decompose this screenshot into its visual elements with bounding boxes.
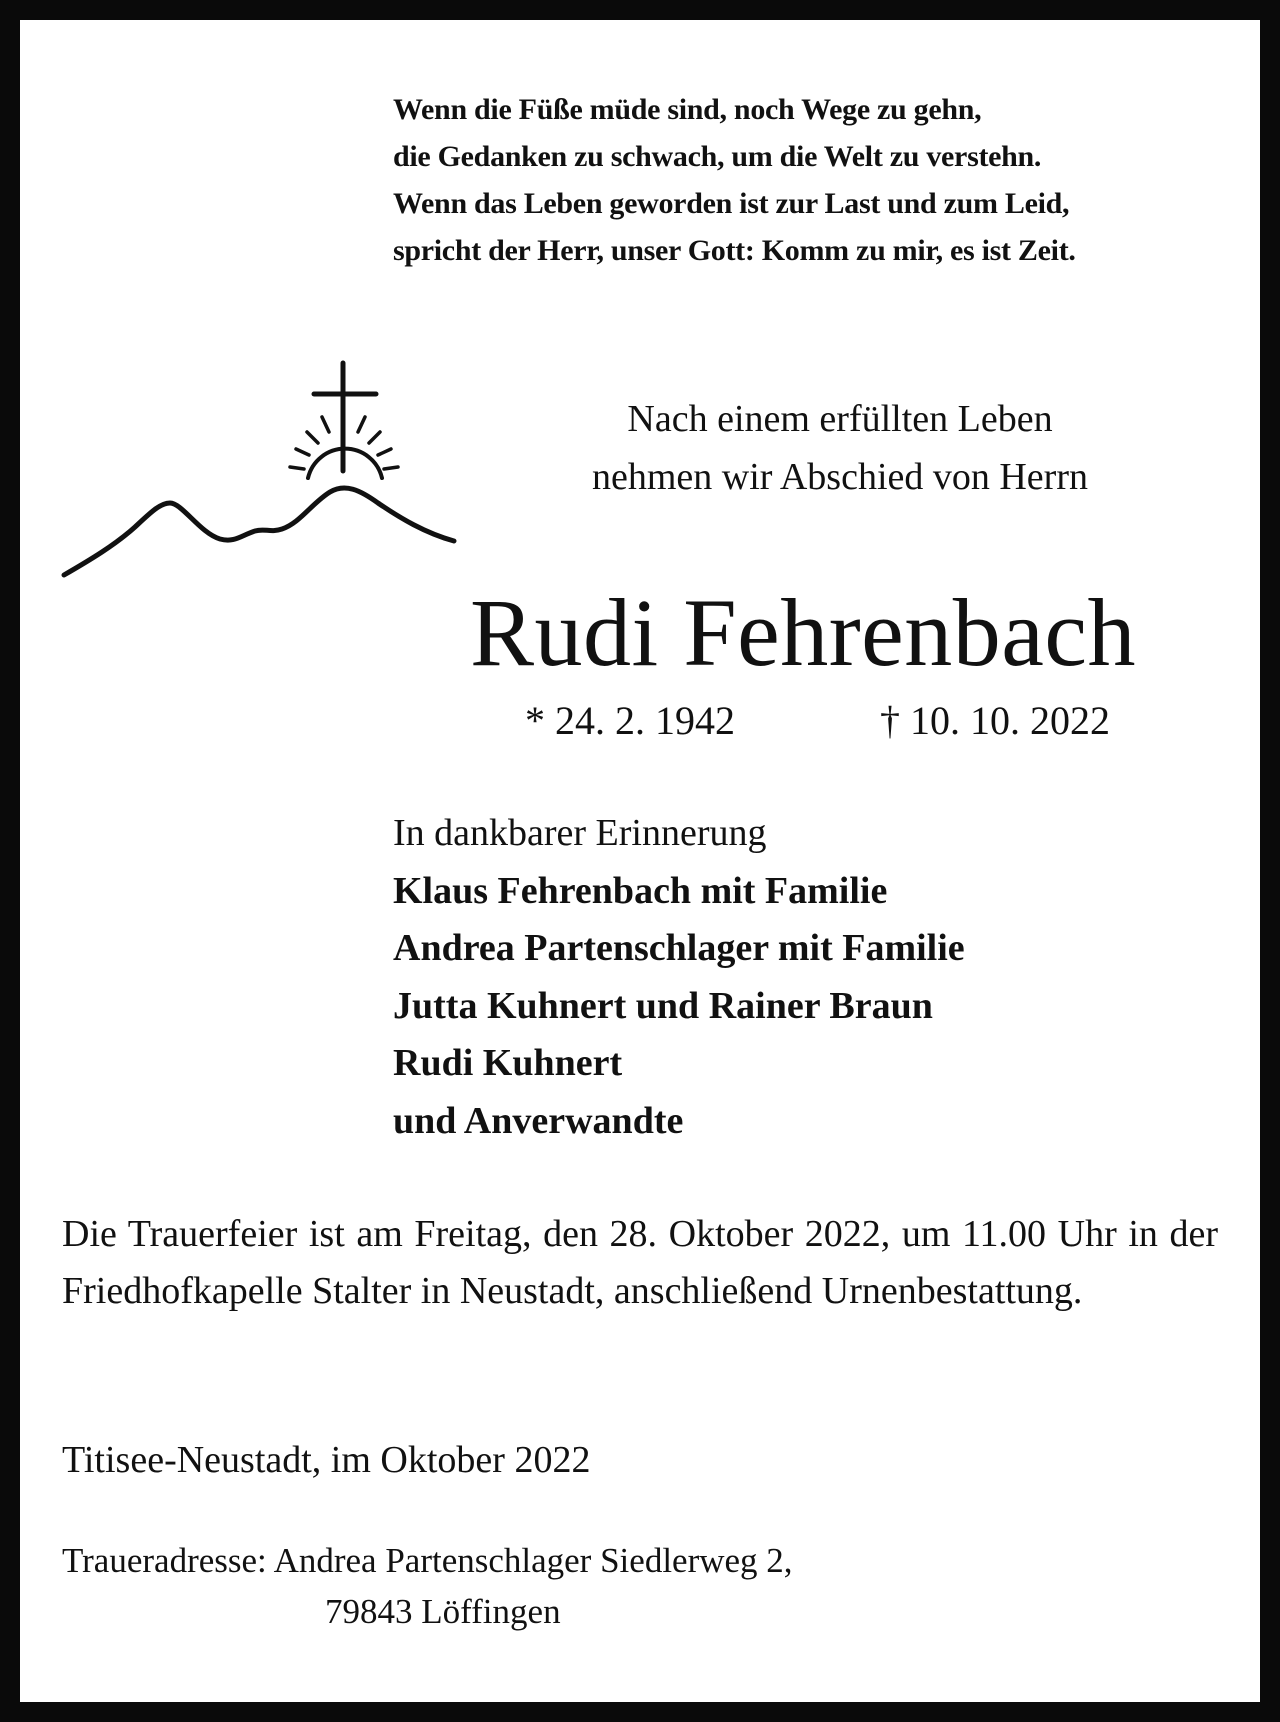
family-member: Jutta Kuhnert und Rainer Braun	[393, 984, 933, 1027]
family-member: Klaus Fehrenbach mit Familie	[393, 869, 888, 912]
family-member: Andrea Partenschlager mit Familie	[393, 927, 965, 969]
birth-date: * 24. 2. 1942	[525, 698, 735, 743]
poem	[393, 86, 1076, 274]
deceased-name: Rudi Fehrenbach	[470, 579, 1136, 686]
intro-line: nehmen wir Abschied von Herrn	[592, 456, 1088, 498]
poem-line: Wenn das Leben geworden ist zur Last und zum Leid,	[393, 187, 1070, 220]
intro-line: Nach einem erfüllten Leben	[627, 398, 1053, 440]
poem-line: Wenn die Füße müde sind, noch Wege zu gehn,	[393, 93, 982, 126]
mourning-address	[62, 1535, 793, 1637]
address-line: 79843 Löffingen	[325, 1592, 561, 1631]
death-date: † 10. 10. 2022	[880, 698, 1110, 743]
intro-text	[490, 390, 1190, 506]
address-line: Traueradresse: Andrea Partenschlager Siedlerweg 2,	[62, 1541, 793, 1580]
poem-line: spricht der Herr, unser Gott: Komm zu mir, es ist Zeit.	[393, 234, 1076, 267]
family-list	[393, 805, 965, 1150]
remembrance-line: In dankbarer Erinnerung	[393, 812, 767, 854]
family-member: Rudi Kuhnert	[393, 1042, 623, 1084]
ceremony-notice: Die Trauerfeier ist am Freitag, den 28. Oktober 2022, um 11.00 Uhr in der Friedhofkapelle Stalter in Neustadt, anschließend Urnenbestattung.	[62, 1213, 1218, 1312]
place-date: Titisee-Neustadt, im Oktober 2022	[62, 1439, 591, 1481]
family-member: und Anverwandte	[393, 1099, 684, 1142]
cross-on-mountain-with-sunrise-icon	[60, 355, 460, 585]
poem-line: die Gedanken zu schwach, um die Welt zu verstehn.	[393, 140, 1042, 173]
